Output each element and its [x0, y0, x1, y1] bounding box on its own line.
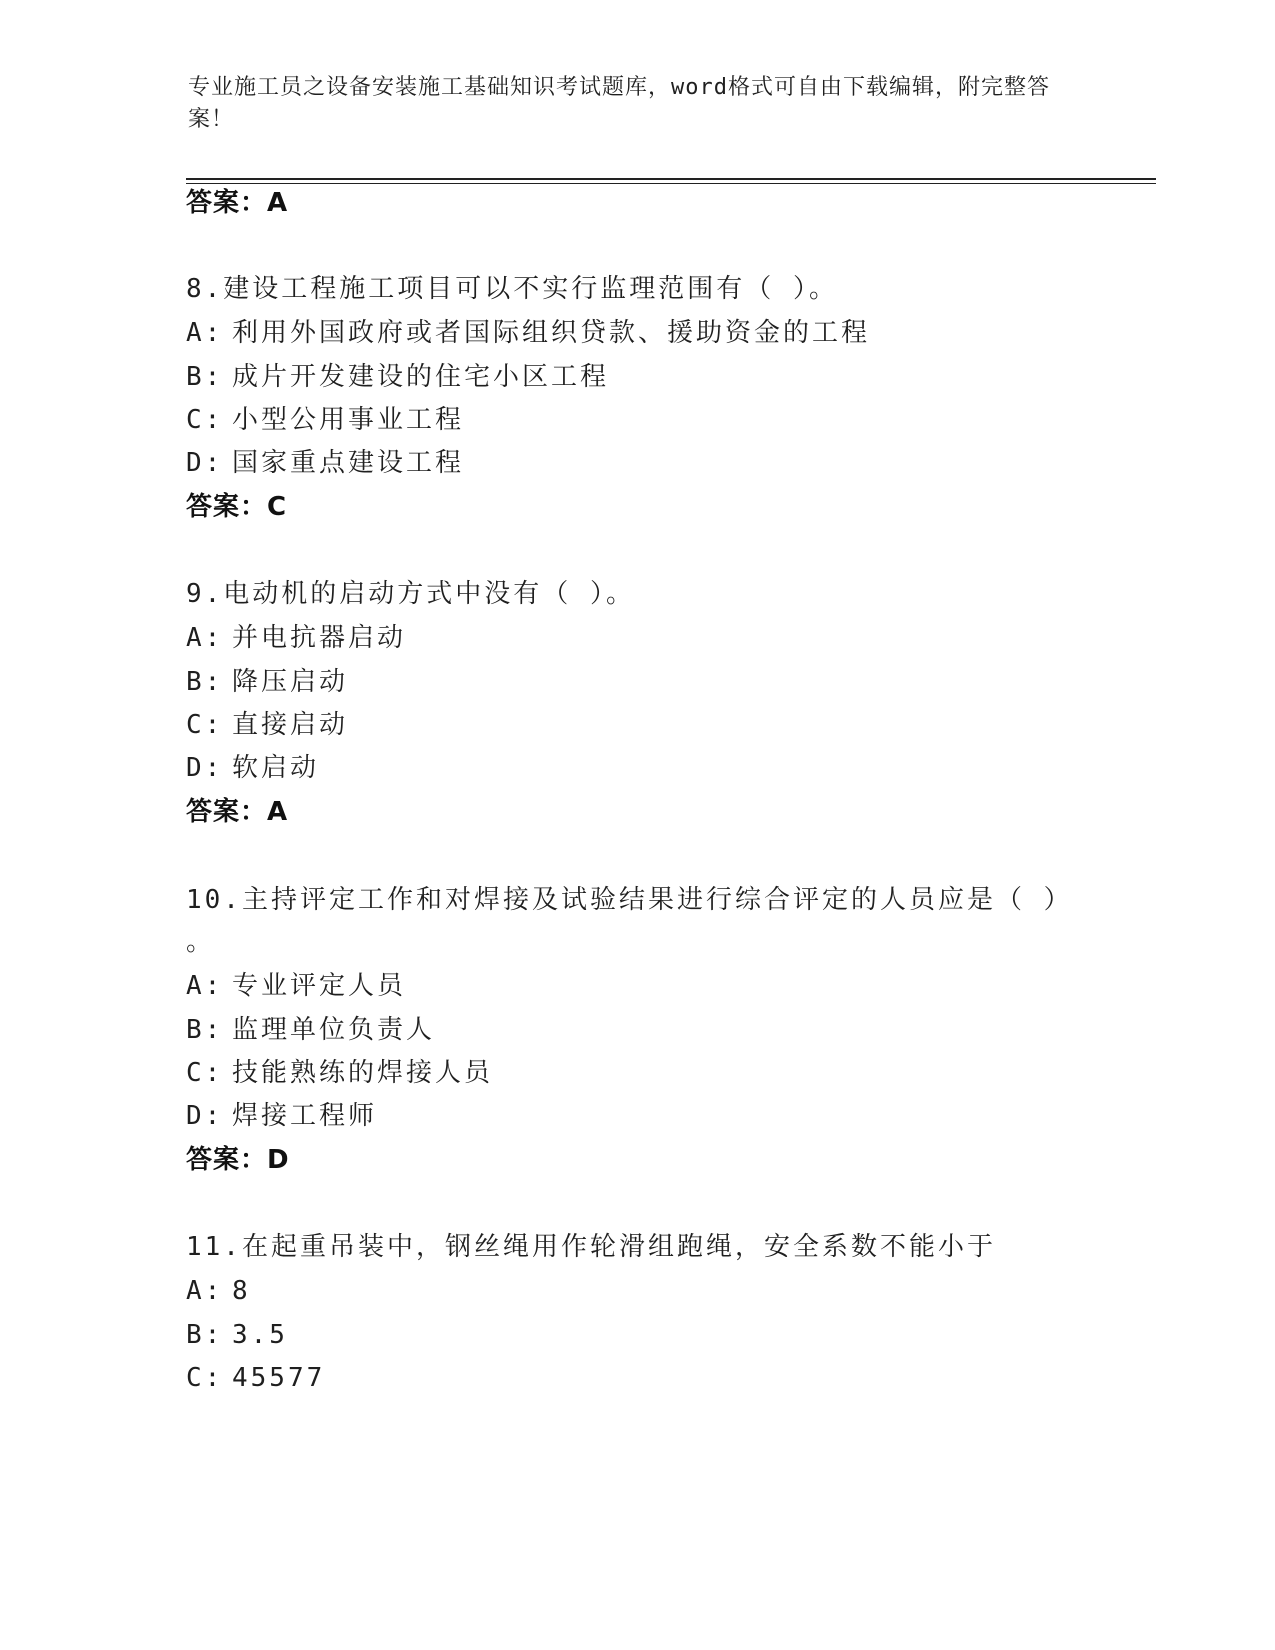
- option-text: 8: [232, 1276, 251, 1306]
- header-rule-thin: [186, 183, 1156, 184]
- option-item: [186, 403, 464, 437]
- option-label: D:: [186, 448, 224, 478]
- option-label: B:: [186, 1320, 224, 1350]
- previous-answer: 答案：A: [186, 188, 289, 218]
- option-item: [186, 621, 406, 655]
- option-item: [186, 1013, 435, 1047]
- option-label: A:: [186, 623, 224, 653]
- option-item: [186, 665, 348, 699]
- option-text: 专业评定人员: [232, 971, 407, 1001]
- option-text: 45577: [232, 1363, 326, 1393]
- option-label: C:: [186, 1363, 224, 1393]
- option-label: C:: [186, 710, 224, 740]
- option-text: 成片开发建设的住宅小区工程: [232, 362, 610, 392]
- question-stem-continuation: 。: [186, 927, 216, 957]
- option-item: [186, 446, 464, 480]
- option-label: A:: [186, 1276, 224, 1306]
- option-item: [186, 360, 609, 394]
- option-label: C:: [186, 1058, 224, 1088]
- option-text: 利用外国政府或者国际组织贷款、援助资金的工程: [232, 318, 871, 348]
- option-text: 3.5: [232, 1320, 288, 1350]
- option-label: B:: [186, 1015, 224, 1045]
- option-text: 小型公用事业工程: [232, 405, 465, 435]
- option-item: [186, 1361, 325, 1395]
- option-text: 监理单位负责人: [232, 1015, 436, 1045]
- option-item: [186, 969, 406, 1003]
- option-item: [186, 1318, 288, 1352]
- document-header: 专业施工员之设备安装施工基础知识考试题库，word格式可自由下载编辑，附完整答案！: [188, 75, 1050, 132]
- question-stem: 10.主持评定工作和对焊接及试验结果进行综合评定的人员应是（ ）: [186, 885, 1073, 915]
- option-item: [186, 316, 870, 350]
- option-text: 降压启动: [232, 667, 349, 697]
- question-stem: 8.建设工程施工项目可以不实行监理范围有（ ）。: [186, 274, 838, 304]
- option-text: 直接启动: [232, 710, 349, 740]
- answer-line: 答案：C: [186, 492, 288, 522]
- option-label: C:: [186, 405, 224, 435]
- option-item: [186, 1056, 493, 1090]
- option-label: B:: [186, 362, 224, 392]
- option-text: 国家重点建设工程: [232, 448, 465, 478]
- header-rule-thick: [186, 178, 1156, 180]
- option-label: D:: [186, 753, 224, 783]
- option-text: 并电抗器启动: [232, 623, 407, 653]
- option-label: A:: [186, 971, 224, 1001]
- option-text: 技能熟练的焊接人员: [232, 1058, 494, 1088]
- option-label: A:: [186, 318, 224, 348]
- question-stem: 9.电动机的启动方式中没有（ ）。: [186, 579, 635, 609]
- question-stem: 11.在起重吊装中，钢丝绳用作轮滑组跑绳，安全系数不能小于: [186, 1232, 996, 1262]
- option-item: [186, 751, 319, 785]
- answer-line: 答案：A: [186, 797, 289, 827]
- option-label: B:: [186, 667, 224, 697]
- answer-line: 答案：D: [186, 1145, 290, 1175]
- option-item: [186, 708, 348, 742]
- option-text: 焊接工程师: [232, 1101, 378, 1131]
- option-label: D:: [186, 1101, 224, 1131]
- option-item: [186, 1099, 377, 1133]
- option-text: 软启动: [232, 753, 320, 783]
- option-item: [186, 1274, 251, 1308]
